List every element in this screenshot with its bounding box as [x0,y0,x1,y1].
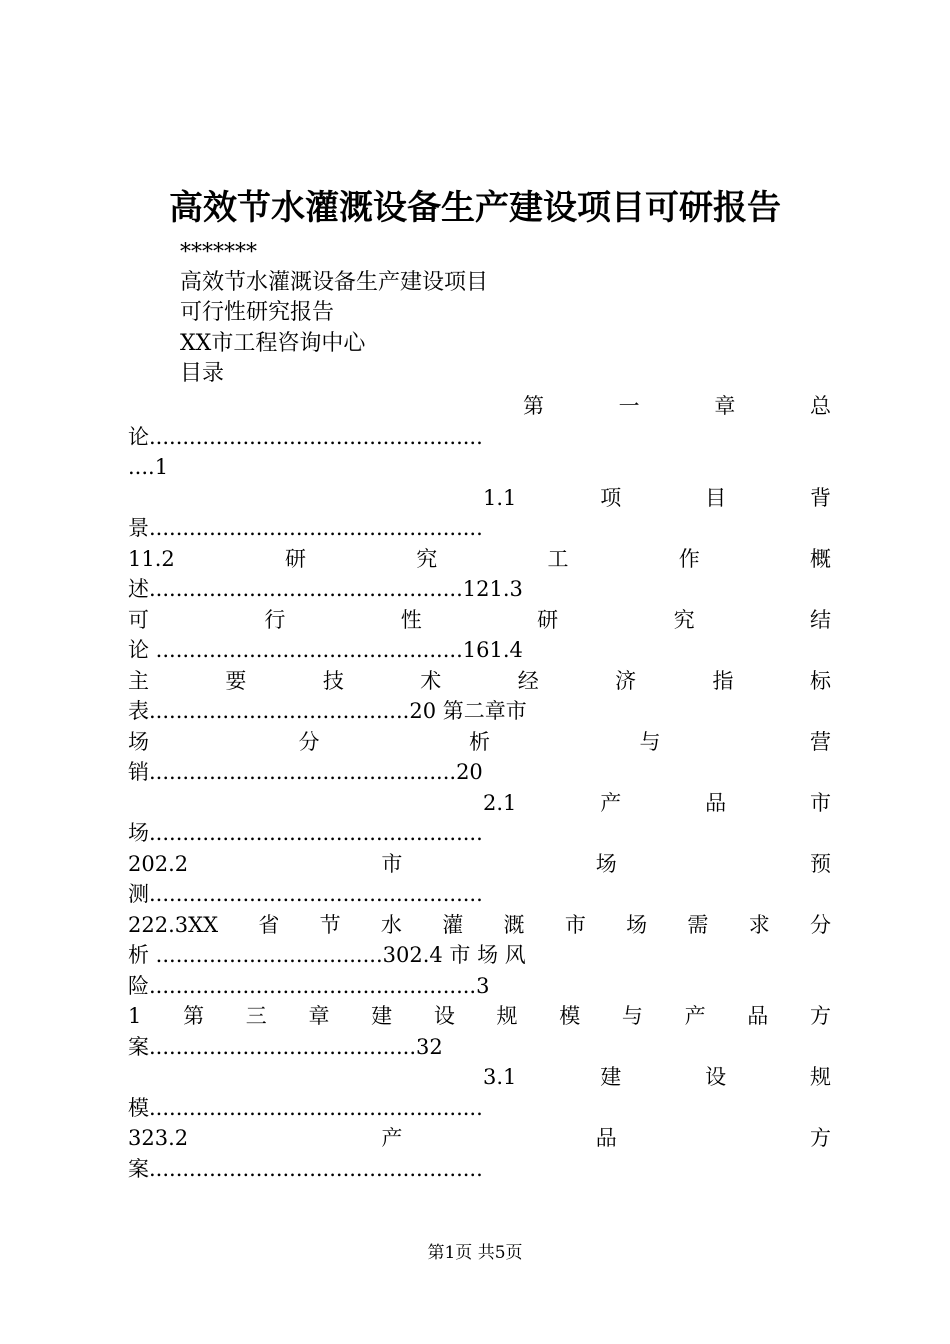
toc-token: 1.1 [483,486,517,510]
toc-token: 2.1 [483,791,517,815]
toc-token: 省 [258,913,280,937]
toc-text: 场.................................................. [128,821,483,845]
toc-token: 背 [809,486,831,510]
toc-token: 规 [496,1004,518,1028]
document-title: 高效节水灌溉设备生产建设项目可研报告 [169,188,781,228]
toc-token: 章 [308,1004,330,1028]
toc-token: 323.2 [128,1126,189,1150]
toc-text: 景.................................................. [128,516,483,540]
toc-text: 测.................................................. [128,882,483,906]
toc-token: 三 [245,1004,267,1028]
report-type: 可行性研究报告 [180,300,335,325]
toc-token: 第 [183,1004,205,1028]
toc-line [128,1093,831,1123]
stars-line: ******* [180,240,257,265]
toc-token: 品 [747,1004,769,1028]
toc-token: 设 [705,1065,727,1089]
toc-token: 产 [381,1126,403,1150]
toc-token: 研 [285,547,306,571]
toc-token: 品 [595,1126,617,1150]
toc-text: 险.................................................3 [128,974,490,998]
toc-token: 产 [684,1004,706,1028]
toc-line [483,1062,831,1092]
toc-token: 产 [600,791,622,815]
toc-token: 建 [371,1004,393,1028]
toc-token: 要 [225,669,247,693]
toc-token: 营 [810,730,831,754]
toc-token: 性 [400,608,422,632]
toc-line [128,757,831,787]
toc-line [128,971,831,1001]
toc-token: 可 [128,608,149,632]
toc-line [128,666,831,696]
toc-token: 一 [618,394,640,418]
toc-token: 结 [809,608,831,632]
toc-token: 术 [420,669,442,693]
toc-token: 济 [615,669,637,693]
project-name: 高效节水灌溉设备生产建设项目 [180,270,489,295]
toc-token: 经 [517,669,539,693]
toc-token: 需 [687,913,709,937]
toc-line [128,818,831,848]
toc-token: 溉 [503,913,525,937]
toc-token: 预 [809,852,831,876]
toc-token: 研 [537,608,559,632]
toc-token: 市 [381,852,403,876]
toc-token: 概 [809,547,831,571]
toc-token: 作 [678,547,700,571]
toc-token: 灌 [442,913,464,937]
toc-text: 销..............................................20 [128,760,483,784]
toc-line [128,727,831,757]
toc-text: 析 ..................................302.4 市 场 风 [128,943,526,967]
toc-line [128,422,831,452]
toc-text: 论 ..............................................161.4 [128,638,523,662]
toc-line [128,910,831,940]
toc-line [523,391,831,421]
toc-token: 场 [595,852,617,876]
toc-line [128,574,831,604]
toc-token: 行 [264,608,286,632]
toc-line [128,1032,831,1062]
toc-text: 案........................................32 [128,1035,443,1059]
toc-token: 222.3XX [128,913,219,937]
toc-token: 1 [128,1004,142,1028]
toc-text: 案.................................................. [128,1157,483,1181]
toc-token: 市 [809,791,831,815]
toc-token: 3.1 [483,1065,517,1089]
toc-token: 究 [673,608,695,632]
toc-token: 究 [416,547,438,571]
toc-line [128,544,831,574]
toc-token: 分 [298,730,320,754]
toc-token: 11.2 [128,547,175,571]
toc-token: 品 [705,791,727,815]
toc-line [128,1123,831,1153]
toc-text: ....1 [128,455,169,479]
toc-token: 章 [714,394,736,418]
toc-token: 水 [380,913,402,937]
toc-line [128,513,831,543]
toc-heading: 目录 [180,361,225,386]
toc-token: 场 [626,913,648,937]
toc-token: 分 [810,913,831,937]
toc-line [128,605,831,635]
toc-token: 求 [748,913,770,937]
toc-text: 模.................................................. [128,1096,483,1120]
toc-token: 标 [809,669,831,693]
toc-line [128,849,831,879]
toc-token: 指 [712,669,734,693]
toc-line [128,452,831,482]
toc-text: 表.......................................20 第二章市 [128,699,527,723]
toc-line [128,879,831,909]
toc-token: 总 [809,394,831,418]
toc-token: 方 [809,1004,831,1028]
page-footer: 第1页 共5页 [427,1243,523,1263]
toc-line [483,788,831,818]
toc-token: 第 [523,394,544,418]
toc-text: 述...............................................121.3 [128,577,523,601]
toc-token: 建 [600,1065,622,1089]
toc-token: 设 [433,1004,455,1028]
organization: XX市工程咨询中心 [180,331,366,356]
toc-token: 析 [469,730,490,754]
toc-token: 模 [559,1004,581,1028]
toc-line [483,483,831,513]
toc-line [128,1154,831,1184]
toc-token: 主 [128,669,149,693]
toc-line [128,940,831,970]
toc-token: 技 [322,669,344,693]
toc-line [128,696,831,726]
toc-text: 论.................................................. [128,425,483,449]
toc-token: 202.2 [128,852,189,876]
toc-token: 方 [809,1126,831,1150]
toc-token: 与 [621,1004,643,1028]
toc-token: 场 [128,730,149,754]
toc-token: 目 [705,486,727,510]
toc-token: 工 [547,547,569,571]
toc-token: 与 [639,730,661,754]
toc-token: 市 [564,913,586,937]
toc-token: 节 [319,913,341,937]
toc-token: 项 [600,486,622,510]
toc-token: 规 [809,1065,831,1089]
toc-line [128,635,831,665]
toc-line [128,1001,831,1031]
